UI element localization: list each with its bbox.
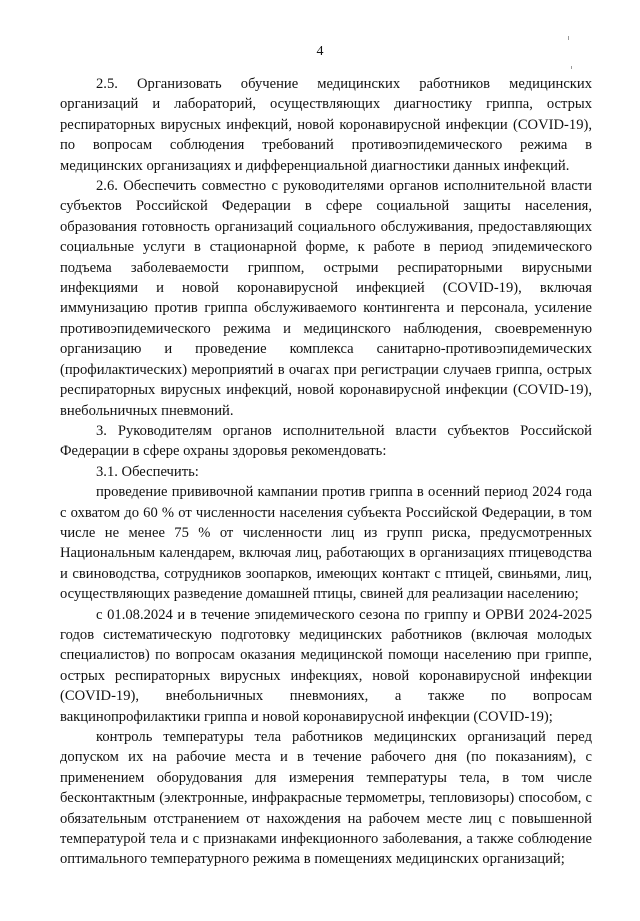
page-number: 4 <box>316 44 324 59</box>
paragraph-2-6: 2.6. Обеспечить совместно с руководителями органов исполнительной власти субъектов Российской Федерации в сфере социальной защиты населения, образования готовность организаций социального обслуживания, предоставляющих социальные услуги в стационарной форме, к работе в период эпидемического подъема заболеваемости гриппом, острыми респираторными вирусными инфекциями и новой коронавирусной инфекцией (COVID-19), включая иммунизацию против гриппа обслуживаемого контингента и персонала, усиление противоэпидемического режима и медицинского наблюдения, своевременную организацию и проведение комплекса санитарно-противоэпидемических (профилактических) мероприятий в очагах при регистрации случаев гриппа, острых респираторных вирусных инфекций, новой коронавирусной инфекции (COVID-19), внебольничных пневмоний. <box>60 178 592 419</box>
paragraph-2-5: 2.5. Организовать обучение медицинских работников медицинских организаций и лабораторий, осуществляющих диагностику гриппа, острых респираторных вирусных инфекций, новой коронавирусной инфекции (COVID-19), по вопросам соблюдения требований противоэпидемического режима в медицинских организациях и дифференциальной диагностики данных инфекций. <box>60 76 592 174</box>
paragraph-temperature-control: контроль температуры тела работников медицинских организаций перед допуском их на рабочие места и в течение рабочего дня (по показаниям), с применением оборудования для измерения температуры тела, в том числе бесконтактным (электронные, инфракрасные термометры, тепловизоры) способом, с обязательным отстранением от нахождения на рабочем месте лиц с повышенной температурой тела и с признаками инфекционного заболевания, а также соблюдение оптимального температурного режима в помещениях медицинских организаций; <box>60 729 592 868</box>
document-body <box>60 74 592 870</box>
scan-marks <box>566 36 576 76</box>
paragraph-vaccination-campaign: проведение прививочной кампании против гриппа в осенний период 2024 года с охватом до 60 % от численности населения субъекта Российской Федерации, в том числе не менее 75 % от численности лиц из групп риска, предусмотренных Национальным календарем, включая лиц, работающих в организациях птицеводства и свиноводства, сотрудников зоопарков, имеющих контакт с птицей, свиньями, лиц, осуществляющих разведение домашней птицы, свиней для реализации населению; <box>60 484 592 603</box>
paragraph-3: 3. Руководителям органов исполнительной власти субъектов Российской Федерации в сфере охраны здоровья рекомендовать: <box>60 422 592 460</box>
paragraph-3-1: 3.1. Обеспечить: <box>96 463 199 480</box>
paragraph-staff-training: с 01.08.2024 и в течение эпидемического сезона по гриппу и ОРВИ 2024-2025 годов систематическую подготовку медицинских работников (включая молодых специалистов) по вопросам оказания медицинской помощи населению при гриппе, острых респираторных вирусных инфекциях, новой коронавирусной инфекции (COVID-19), внебольничных пневмониях, а также по вопросам вакцинопрофилактики гриппа и новой коронавирусной инфекции (COVID-19); <box>60 606 592 725</box>
